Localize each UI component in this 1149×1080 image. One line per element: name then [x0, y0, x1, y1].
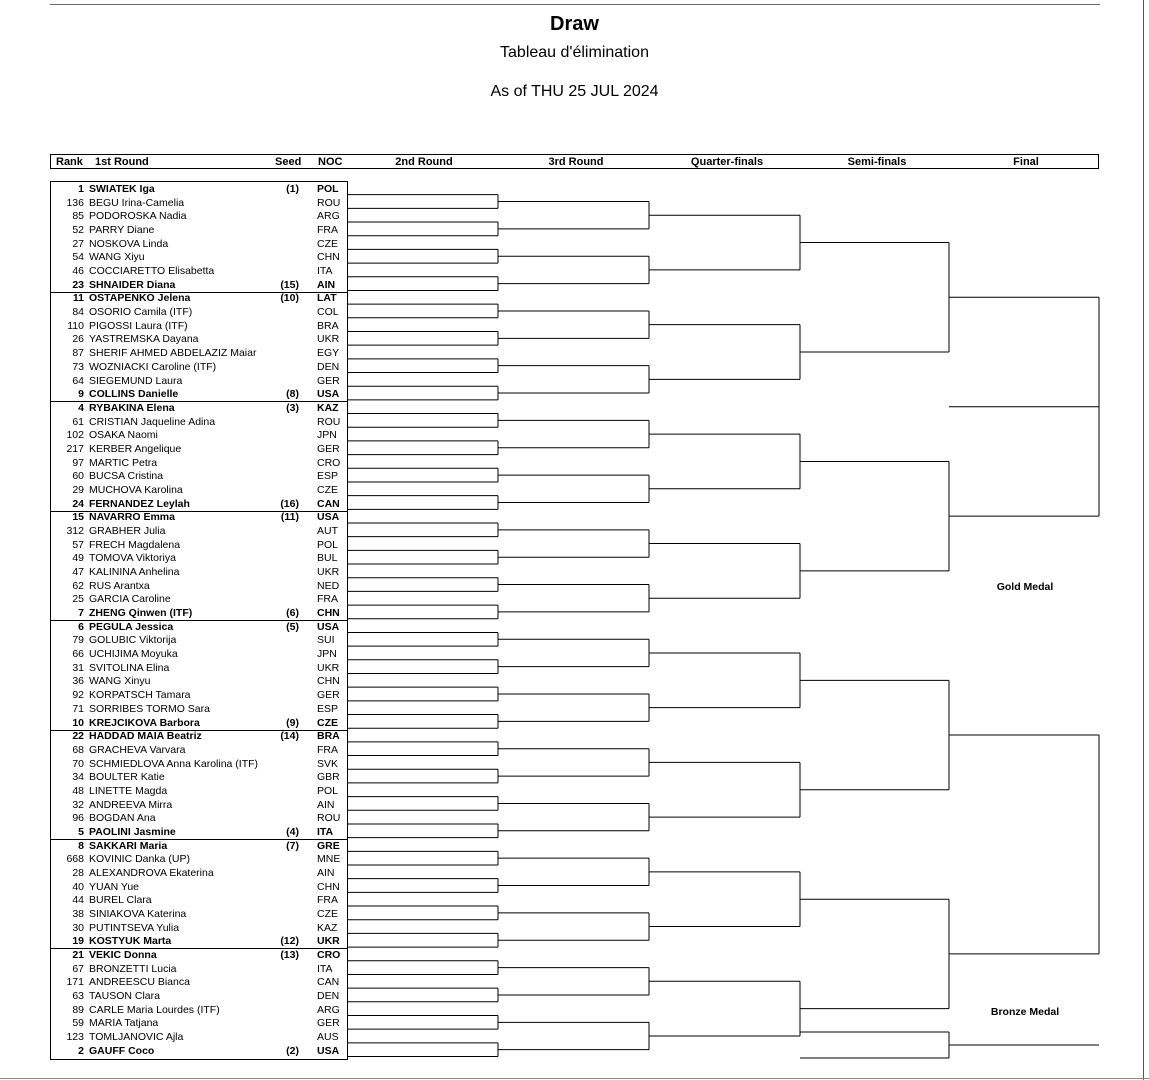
entry-seed: (13) [280, 949, 299, 962]
entry-rank: 60 [72, 470, 84, 483]
entry-rank: 79 [72, 634, 84, 647]
entry-noc: ROU [317, 196, 341, 209]
entry-rank: 64 [72, 374, 84, 387]
entry-rank: 49 [72, 552, 84, 565]
entry-name: MARTIC Petra [89, 456, 158, 469]
entry-name: SHERIF AHMED ABDELAZIZ Maiar [89, 347, 257, 360]
entry-rank: 217 [66, 442, 84, 455]
entry-noc: CRO [317, 456, 341, 469]
entry-name: YASTREMSKA Dayana [89, 333, 199, 346]
entry-name: TAUSON Clara [89, 990, 160, 1003]
entry-rank: 66 [72, 648, 84, 661]
entry-rank: 5 [78, 825, 84, 838]
entry-noc: JPN [317, 429, 337, 442]
entry-noc: POL [317, 784, 339, 797]
entry-name: PODOROSKA Nadia [89, 210, 187, 223]
entry-name: CARLE Maria Lourdes (ITF) [89, 1003, 220, 1016]
entry-rank: 96 [72, 812, 84, 825]
entry-noc: GER [317, 689, 340, 702]
entry-rank: 31 [72, 661, 84, 674]
entry-name: KALININA Anhelina [89, 566, 180, 579]
gold-medal-label: Gold Medal [996, 581, 1054, 593]
entry-name: KORPATSCH Tamara [89, 689, 191, 702]
entry-noc: AIN [317, 798, 335, 811]
entry-rank: 21 [72, 949, 84, 962]
entry-name: ZHENG Qinwen (ITF) [89, 607, 193, 620]
entry-name: SIEGEMUND Laura [89, 374, 183, 387]
entry-rank: 24 [72, 497, 84, 510]
entry-noc: MNE [317, 853, 341, 866]
entry-name: FRECH Magdalena [89, 538, 181, 551]
entry-noc: FRA [317, 743, 338, 756]
entry-noc: KAZ [317, 921, 338, 934]
entry-rank: 71 [72, 702, 84, 715]
entry-noc: UKR [317, 935, 340, 948]
entry-rank: 1 [78, 183, 84, 195]
col-seed: Seed [275, 156, 302, 168]
entry-noc: ARG [317, 210, 340, 223]
col-noc: NOC [318, 156, 343, 168]
entry-noc: COL [317, 306, 339, 319]
entry-name: RYBAKINA Elena [89, 401, 175, 414]
entry-name: PAOLINI Jasmine [89, 825, 176, 838]
entry-noc: USA [317, 388, 340, 401]
entry-name: BUREL Clara [89, 894, 152, 907]
entry-rank: 28 [72, 867, 84, 879]
entry-noc: KAZ [317, 401, 339, 414]
entry-noc: ESP [317, 702, 339, 715]
entry-name: SCHMIEDLOVA Anna Karolina (ITF) [89, 757, 259, 770]
entry-seed: (1) [286, 183, 299, 195]
col-first-round: 1st Round [95, 156, 149, 168]
entry-name: BOULTER Katie [89, 771, 165, 784]
entry-noc: POL [317, 183, 339, 195]
entry-name: FERNANDEZ Leylah [89, 497, 190, 510]
entry-name: WANG Xiyu [89, 251, 145, 264]
entry-name: SVITOLINA Elina [89, 661, 170, 674]
entry-seed: (8) [286, 388, 299, 401]
entry-rank: 38 [72, 908, 84, 921]
entry-name: BUCSA Cristina [89, 470, 164, 483]
entry-noc: CHN [317, 607, 340, 620]
entry-name: RUS Arantxa [89, 579, 150, 592]
entry-noc: CHN [317, 675, 340, 688]
entry-rank: 29 [72, 483, 84, 496]
entry-seed: (3) [286, 401, 299, 414]
entry-noc: UKR [317, 333, 340, 346]
entry-rank: 110 [67, 319, 84, 332]
entry-seed: (10) [280, 292, 299, 305]
entry-noc: GRE [317, 839, 340, 852]
entry-name: PARRY Diane [89, 224, 155, 237]
entry-seed: (14) [280, 730, 299, 743]
entry-name: ANDREEVA Mirra [89, 798, 173, 811]
entry-noc: ITA [317, 962, 333, 975]
entry-noc: ESP [317, 470, 339, 483]
col-quarter-finals: Quarter-finals [690, 156, 764, 168]
entry-rank: 48 [72, 784, 84, 797]
entry-name: VEKIC Donna [89, 949, 157, 962]
entry-rank: 6 [78, 620, 84, 633]
entry-noc: ITA [317, 825, 334, 838]
entry-rank: 312 [66, 525, 84, 537]
entry-name: ALEXANDROVA Ekaterina [89, 867, 214, 879]
entry-name: OSTAPENKO Jelena [89, 292, 191, 305]
entry-noc: FRA [317, 224, 338, 237]
entry-noc: SUI [317, 634, 335, 647]
entry-noc: CZE [317, 908, 338, 921]
entry-name: UCHIJIMA Moyuka [89, 648, 178, 661]
entry-seed: (15) [280, 278, 299, 291]
entry-noc: GER [317, 1017, 340, 1030]
entry-noc: CZE [317, 237, 338, 250]
entry-name: NAVARRO Emma [89, 511, 175, 524]
entry-rank: 25 [72, 593, 84, 606]
entry-noc: EGY [317, 347, 340, 360]
entry-seed: (12) [280, 935, 299, 948]
entry-rank: 11 [72, 292, 84, 305]
entry-rank: 62 [72, 579, 84, 592]
entry-rank: 54 [72, 251, 84, 264]
entry-rank: 40 [72, 880, 84, 893]
entry-name: SINIAKOVA Katerina [89, 908, 187, 921]
entry-rank: 67 [72, 962, 84, 975]
entry-rank: 97 [72, 456, 84, 469]
entry-name: KREJCIKOVA Barbora [89, 716, 200, 729]
entry-name: WANG Xinyu [89, 675, 151, 688]
entry-noc: UKR [317, 566, 340, 579]
entry-rank: 73 [72, 360, 84, 373]
entry-name: GARCIA Caroline [89, 593, 171, 606]
entry-noc: DEN [317, 360, 340, 373]
col-third-round: 3rd Round [548, 156, 604, 168]
col-rank: Rank [56, 156, 83, 168]
entry-rank: 84 [72, 306, 84, 319]
entry-rank: 27 [72, 237, 84, 250]
entry-noc: USA [317, 620, 340, 633]
entry-noc: CHN [317, 251, 340, 264]
entry-seed: (9) [286, 716, 299, 729]
entry-rank: 52 [72, 224, 84, 237]
entry-rank: 23 [72, 278, 84, 291]
entry-name: SORRIBES TORMO Sara [89, 702, 210, 715]
entry-name: KERBER Angelique [89, 442, 182, 455]
entry-rank: 10 [72, 716, 84, 729]
entry-rank: 9 [78, 388, 84, 401]
entry-noc: ROU [317, 415, 341, 428]
entry-name: OSORIO Camila (ITF) [89, 306, 193, 319]
entry-noc: POL [317, 538, 339, 551]
entry-rank: 46 [72, 265, 84, 278]
entry-rank: 26 [72, 333, 84, 346]
entry-noc: CRO [317, 949, 341, 962]
entry-rank: 22 [72, 730, 84, 743]
entry-name: PUTINTSEVA Yulia [89, 921, 180, 934]
entry-noc: GER [317, 374, 340, 387]
entry-name: BRONZETTI Lucia [89, 962, 177, 975]
entry-rank: 57 [72, 538, 84, 551]
entry-rank: 68 [72, 743, 84, 756]
entry-rank: 102 [66, 429, 84, 442]
page-subtitle: Tableau d'élimination [500, 44, 649, 61]
entry-name: BEGU Irina-Camelia [89, 196, 185, 209]
entry-rank: 668 [66, 853, 84, 866]
entry-noc: CZE [317, 483, 338, 496]
entry-rank: 92 [72, 689, 84, 702]
entry-name: HADDAD MAIA Beatriz [89, 730, 202, 743]
entry-rank: 8 [78, 839, 84, 852]
entry-name: SAKKARI Maria [89, 839, 168, 852]
entry-name: SWIATEK Iga [89, 183, 155, 195]
entry-rank: 15 [72, 511, 84, 524]
entry-name: GAUFF Coco [89, 1044, 155, 1057]
entry-noc: GBR [317, 771, 340, 784]
entry-name: ANDREESCU Bianca [89, 976, 190, 989]
entry-noc: NED [317, 579, 340, 592]
entry-name: CRISTIAN Jaqueline Adina [89, 415, 216, 428]
entry-seed: (5) [286, 620, 299, 633]
entry-noc: CAN [317, 976, 340, 989]
entry-name: GRABHER Julia [89, 525, 166, 537]
entry-noc: ITA [317, 265, 333, 278]
entry-seed: (4) [286, 825, 299, 838]
entry-rank: 61 [72, 415, 84, 428]
entry-name: TOMOVA Viktoriya [89, 552, 176, 565]
entry-noc: AIN [317, 867, 335, 879]
bronze-medal-label: Bronze Medal [990, 1006, 1060, 1018]
entry-name: COCCIARETTO Elisabetta [89, 265, 215, 278]
entry-seed: (2) [286, 1044, 299, 1057]
entry-noc: ARG [317, 1003, 340, 1016]
entry-rank: 87 [72, 347, 84, 360]
entry-name: SHNAIDER Diana [89, 278, 176, 291]
entry-noc: CHN [317, 880, 340, 893]
entry-noc: FRA [317, 593, 338, 606]
entry-rank: 70 [72, 757, 84, 770]
entry-noc: FRA [317, 894, 338, 907]
entry-noc: SVK [317, 757, 339, 770]
entry-rank: 63 [72, 990, 84, 1003]
entry-rank: 85 [72, 210, 84, 223]
entry-noc: BRA [317, 319, 339, 332]
entry-noc: USA [317, 511, 340, 524]
entry-name: WOZNIACKI Caroline (ITF) [89, 360, 217, 373]
entry-noc: AUS [317, 1031, 339, 1044]
entry-noc: GER [317, 442, 340, 455]
entry-rank: 30 [72, 921, 84, 934]
entry-name: PIGOSSI Laura (ITF) [89, 319, 188, 332]
page-title: Draw [550, 13, 599, 35]
entry-rank: 36 [72, 675, 84, 688]
entry-rank: 34 [72, 771, 84, 784]
entry-rank: 89 [72, 1003, 84, 1016]
entry-noc: CZE [317, 716, 338, 729]
entry-name: MARIA Tatjana [89, 1017, 159, 1030]
entry-name: KOSTYUK Marta [89, 935, 172, 948]
entry-noc: USA [317, 1044, 340, 1057]
entry-seed: (7) [286, 839, 299, 852]
entry-rank: 123 [66, 1031, 84, 1044]
entry-rank: 171 [66, 976, 84, 989]
entry-name: KOVINIC Danka (UP) [89, 853, 190, 866]
entry-seed: (6) [286, 607, 299, 620]
entry-noc: UKR [317, 661, 340, 674]
entry-name: GOLUBIC Viktorija [89, 634, 177, 647]
entry-name: COLLINS Danielle [89, 388, 179, 401]
as-of-date: As of THU 25 JUL 2024 [490, 83, 659, 100]
entry-rank: 136 [66, 196, 84, 209]
entry-name: GRACHEVA Varvara [89, 743, 186, 756]
entry-noc: DEN [317, 990, 340, 1003]
entry-name: PEGULA Jessica [89, 620, 174, 633]
entry-rank: 44 [72, 894, 84, 907]
entry-rank: 59 [72, 1017, 84, 1030]
entry-noc: LAT [317, 292, 337, 305]
entry-name: TOMLJANOVIC Ajla [89, 1031, 184, 1044]
entry-noc: AIN [317, 278, 336, 291]
entry-rank: 47 [72, 566, 84, 579]
col-semi-finals: Semi-finals [847, 156, 907, 168]
entry-rank: 7 [78, 607, 84, 620]
entry-name: LINETTE Magda [89, 784, 168, 797]
entry-noc: JPN [317, 648, 337, 661]
col-second-round: 2nd Round [395, 156, 453, 168]
entry-noc: CAN [317, 497, 340, 510]
entry-name: NOSKOVA Linda [89, 237, 169, 250]
entry-noc: AUT [317, 525, 338, 537]
entry-seed: (11) [280, 511, 299, 524]
col-final: Final [1013, 156, 1039, 168]
entry-noc: BRA [317, 730, 340, 743]
entry-rank: 19 [72, 935, 84, 948]
entry-noc: ROU [317, 812, 341, 825]
entry-rank: 2 [78, 1044, 84, 1057]
entry-noc: BUL [317, 552, 338, 565]
entry-seed: (16) [280, 497, 299, 510]
entry-name: YUAN Yue [89, 880, 140, 893]
entry-rank: 32 [72, 798, 84, 811]
entry-rank: 4 [78, 401, 84, 414]
entry-name: OSAKA Naomi [89, 429, 158, 442]
entry-name: MUCHOVA Karolina [89, 483, 183, 496]
entry-name: BOGDAN Ana [89, 812, 156, 825]
